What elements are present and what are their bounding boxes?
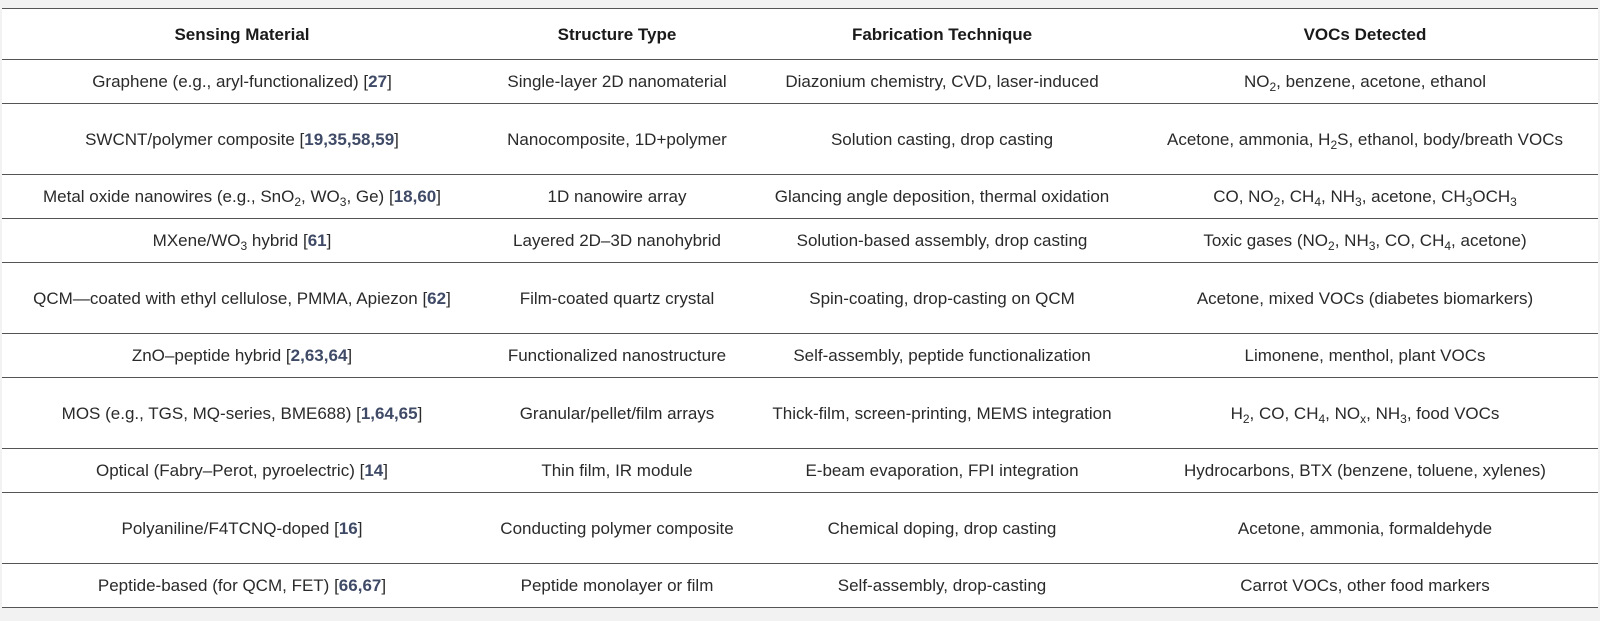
text-run: Film-coated quartz crystal: [519, 288, 715, 308]
text-run: , CO, CH: [1375, 231, 1445, 250]
text-run: Thick-film, screen-printing, MEMS integration: [772, 403, 1112, 423]
text-run: Peptide monolayer or film: [520, 576, 714, 595]
text-run: CO, NO: [1213, 187, 1274, 206]
table-row: [2, 263, 1598, 334]
text-run: Acetone, mixed VOCs (diabetes biomarkers): [1196, 288, 1534, 308]
cell-structure-type: [482, 175, 752, 219]
reference-link[interactable]: 18: [393, 187, 413, 206]
voc-sensor-table: [2, 9, 1598, 608]
cell-structure-type: [482, 104, 752, 175]
cell-fabrication-technique: [752, 60, 1132, 104]
cell-structure-type: [482, 378, 752, 449]
cell-structure-type: [482, 564, 752, 608]
text-run: 1D nanowire array: [547, 187, 687, 206]
cell-vocs-detected: [1132, 449, 1598, 493]
reference-group: [62]: [422, 288, 451, 308]
subscript: x: [1360, 411, 1367, 426]
subscript: 3: [339, 195, 347, 209]
text-run: Granular/pellet/film arrays: [519, 403, 715, 423]
cell-structure-type: [482, 334, 752, 378]
reference-link[interactable]: 2: [290, 346, 301, 365]
table-body: [2, 60, 1598, 608]
reference-separator: ,: [323, 129, 328, 149]
table-row: [2, 219, 1598, 263]
text-run: H: [1230, 403, 1243, 423]
reference-link[interactable]: 63: [304, 346, 324, 365]
cell-structure-type: [482, 449, 752, 493]
subscript: 4: [1444, 239, 1452, 253]
reference-link[interactable]: 64: [328, 346, 348, 365]
reference-separator: ,: [300, 346, 305, 365]
cell-vocs-detected: [1132, 175, 1598, 219]
reference-link[interactable]: 1: [360, 403, 371, 423]
reference-group: [1,64,65]: [356, 403, 423, 423]
cell-sensing-material: [2, 378, 482, 449]
cell-fabrication-technique: [752, 219, 1132, 263]
reference-link[interactable]: 27: [368, 72, 388, 91]
reference-separator: ,: [357, 576, 363, 595]
cell-sensing-material: [2, 60, 482, 104]
table-row: [2, 493, 1598, 564]
cell-sensing-material: [2, 175, 482, 219]
text-run: Functionalized nanostructure: [507, 346, 727, 365]
text-run: , acetone, CH: [1361, 187, 1466, 206]
text-run: , CO, CH: [1249, 403, 1319, 423]
text-run: Acetone, ammonia, formaldehyde: [1237, 518, 1493, 538]
cell-fabrication-technique: [752, 104, 1132, 175]
cell-vocs-detected: [1132, 219, 1598, 263]
subscript: 3: [1368, 239, 1376, 253]
text-run: Layered 2D–3D nanohybrid: [513, 231, 721, 250]
text-run: Single-layer 2D nanomaterial: [507, 72, 727, 91]
reference-link[interactable]: 65: [398, 403, 418, 423]
text-run: Spin-coating, drop-casting on QCM: [809, 288, 1075, 308]
reference-separator: ,: [370, 129, 376, 149]
reference-group: [2,63,64]: [285, 346, 353, 365]
table-row: [2, 60, 1598, 104]
cell-vocs-detected: [1132, 263, 1598, 334]
reference-group: [18,60]: [388, 187, 441, 206]
text-run: Optical (Fabry–Perot, pyroelectric): [96, 461, 360, 480]
reference-link[interactable]: 16: [338, 518, 358, 538]
text-run: hybrid: [247, 231, 303, 250]
cell-structure-type: [482, 493, 752, 564]
reference-group: [14]: [359, 461, 388, 480]
text-run: Chemical doping, drop casting: [827, 518, 1057, 538]
reference-group: [27]: [363, 72, 392, 91]
subscript: 3: [1400, 411, 1407, 426]
subscript: 2: [1273, 195, 1281, 209]
reference-separator: ,: [323, 346, 329, 365]
reference-link[interactable]: 62: [427, 288, 447, 308]
cell-vocs-detected: [1132, 104, 1598, 175]
reference-link[interactable]: 59: [375, 129, 395, 149]
text-run: SWCNT/polymer composite: [85, 129, 300, 149]
text-run: E-beam evaporation, FPI integration: [805, 461, 1079, 480]
text-run: ZnO–peptide hybrid: [131, 346, 286, 365]
text-run: , NH: [1334, 231, 1369, 250]
cell-vocs-detected: [1132, 564, 1598, 608]
reference-group: [61]: [302, 231, 332, 250]
text-run: Thin film, IR module: [541, 461, 693, 480]
cell-sensing-material: [2, 104, 482, 175]
text-run: , Ge): [346, 187, 389, 206]
table-row: [2, 175, 1598, 219]
text-run: Nanocomposite, 1D+polymer: [507, 129, 727, 149]
text-run: MXene/WO: [152, 231, 241, 250]
text-run: Self-assembly, drop-casting: [837, 576, 1047, 595]
reference-link[interactable]: 64: [375, 403, 394, 423]
text-run: Polyaniline/F4TCNQ-doped: [121, 518, 335, 538]
text-run: , benzene, acetone, ethanol: [1276, 72, 1487, 91]
text-run: Peptide-based (for QCM, FET): [97, 576, 335, 595]
text-run: Carrot VOCs, other food markers: [1240, 576, 1490, 595]
text-run: Graphene (e.g., aryl-functionalized): [92, 72, 364, 91]
reference-separator: ,: [412, 187, 418, 206]
cell-sensing-material: [2, 219, 482, 263]
text-run: Diazonium chemistry, CVD, laser-induced: [785, 72, 1099, 91]
header-structure-type: Structure Type: [482, 9, 752, 60]
reference-link[interactable]: 66: [338, 576, 358, 595]
text-run: , food VOCs: [1406, 403, 1500, 423]
subscript: 2: [1242, 411, 1250, 426]
cell-sensing-material: [2, 564, 482, 608]
subscript: 3: [1465, 195, 1473, 209]
cell-fabrication-technique: [752, 334, 1132, 378]
text-run: , NH: [1321, 187, 1356, 206]
cell-fabrication-technique: [752, 378, 1132, 449]
table-row: [2, 449, 1598, 493]
cell-fabrication-technique: [752, 564, 1132, 608]
text-run: Solution casting, drop casting: [830, 129, 1054, 149]
subscript: 2: [294, 195, 302, 209]
cell-fabrication-technique: [752, 175, 1132, 219]
text-run: MOS (e.g., TGS, MQ-series, BME688): [61, 403, 357, 423]
text-run: Solution-based assembly, drop casting: [796, 231, 1088, 250]
text-run: , NH: [1366, 403, 1401, 423]
table-header-row: [2, 9, 1598, 60]
text-run: Glancing angle deposition, thermal oxidation: [774, 187, 1110, 206]
cell-structure-type: [482, 60, 752, 104]
text-run: , WO: [301, 187, 340, 206]
text-run: , NO: [1325, 403, 1361, 423]
cell-structure-type: [482, 263, 752, 334]
reference-link[interactable]: 35: [327, 129, 347, 149]
text-run: Self-assembly, peptide functionalization: [793, 346, 1091, 365]
header-sensing-material: Sensing Material: [2, 9, 482, 60]
reference-separator: ,: [370, 403, 376, 423]
reference-separator: ,: [346, 129, 352, 149]
reference-link[interactable]: 60: [417, 187, 437, 206]
header-fabrication-technique: Fabrication Technique: [752, 9, 1132, 60]
subscript: 4: [1318, 411, 1326, 426]
header-vocs-detected: VOCs Detected: [1132, 9, 1598, 60]
text-run: NO: [1243, 72, 1270, 91]
text-run: Conducting polymer composite: [500, 518, 734, 538]
table-row: [2, 334, 1598, 378]
cell-vocs-detected: [1132, 334, 1598, 378]
cell-fabrication-technique: [752, 449, 1132, 493]
cell-sensing-material: [2, 334, 482, 378]
reference-group: [19,35,58,59]: [299, 129, 399, 149]
reference-link[interactable]: 61: [307, 231, 327, 250]
text-run: Hydrocarbons, BTX (benzene, toluene, xylenes): [1184, 461, 1546, 480]
voc-sensor-table-container: [2, 8, 1598, 608]
text-run: S, ethanol, body/breath VOCs: [1337, 129, 1563, 149]
cell-fabrication-technique: [752, 263, 1132, 334]
subscript: 2: [1328, 239, 1335, 253]
cell-sensing-material: [2, 263, 482, 334]
text-run: Metal oxide nanowires (e.g., SnO: [42, 187, 295, 206]
subscript: 3: [240, 239, 248, 253]
text-run: QCM—coated with ethyl cellulose, PMMA, Apiezon: [33, 288, 423, 308]
reference-link[interactable]: 19: [304, 129, 324, 149]
table-row: [2, 378, 1598, 449]
subscript: 3: [1355, 195, 1362, 209]
cell-sensing-material: [2, 449, 482, 493]
text-run: , acetone): [1451, 231, 1527, 250]
cell-vocs-detected: [1132, 493, 1598, 564]
text-run: Toxic gases (NO: [1203, 231, 1329, 250]
subscript: 4: [1314, 195, 1322, 209]
reference-link[interactable]: 58: [351, 129, 371, 149]
text-run: , CH: [1280, 187, 1315, 206]
text-run: Acetone, ammonia, H: [1166, 129, 1331, 149]
reference-link[interactable]: 67: [362, 576, 382, 595]
reference-link[interactable]: 14: [364, 461, 384, 480]
text-run: Limonene, menthol, plant VOCs: [1244, 346, 1486, 365]
table-row: [2, 564, 1598, 608]
cell-structure-type: [482, 219, 752, 263]
table-row: [2, 104, 1598, 175]
cell-vocs-detected: [1132, 60, 1598, 104]
reference-separator: ,: [393, 403, 399, 423]
subscript: 3: [1510, 195, 1517, 209]
reference-group: [66,67]: [334, 576, 387, 595]
subscript: 2: [1330, 137, 1338, 152]
cell-vocs-detected: [1132, 378, 1598, 449]
cell-fabrication-technique: [752, 493, 1132, 564]
cell-sensing-material: [2, 493, 482, 564]
subscript: 2: [1269, 80, 1277, 94]
reference-group: [16]: [334, 518, 363, 538]
text-run: OCH: [1472, 187, 1511, 206]
